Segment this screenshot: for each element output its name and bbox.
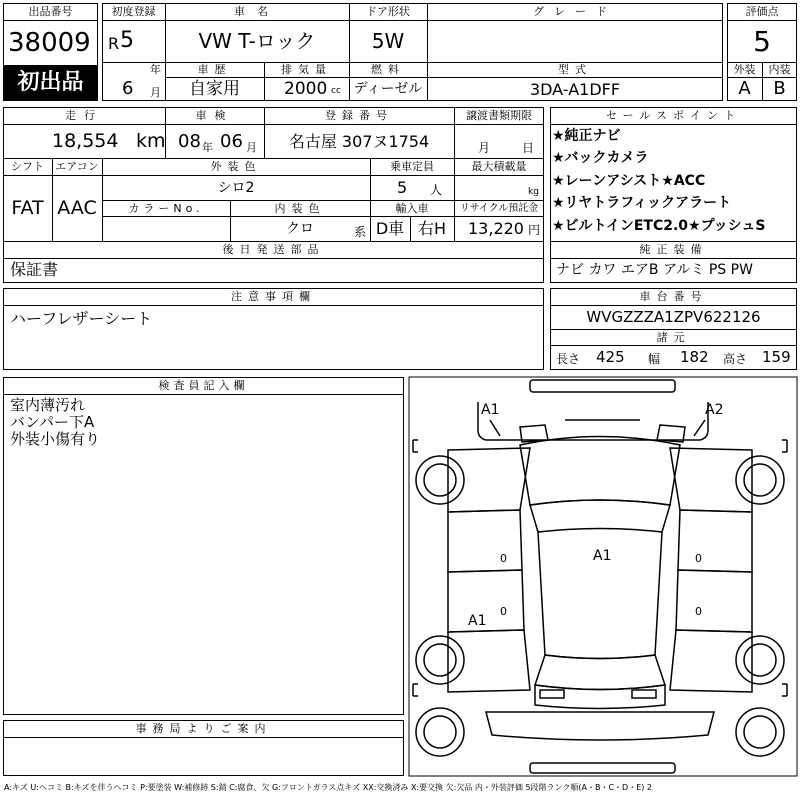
transfer-month-unit: 月 <box>478 141 491 155</box>
displacement-label: 排気量 <box>281 63 332 76</box>
plate-label: 登録番号 <box>325 109 393 122</box>
caution-label: 注意事項欄 <box>231 290 316 303</box>
damage-mark-left-side: A1 <box>468 613 487 629</box>
fuel-value: ディーゼル <box>353 81 423 97</box>
capacity-value: 5 <box>397 178 408 197</box>
max-load-label: 最大積載量 <box>471 160 527 173</box>
model-label: 型式 <box>558 63 592 76</box>
registration-year: 5 <box>120 28 134 53</box>
caution-value: ハーフレザーシート <box>10 309 153 328</box>
interior-color-suffix: 系 <box>354 225 367 239</box>
sales-point-item: ★純正ナビ <box>552 128 621 144</box>
mileage-value: 18,554 <box>52 130 119 152</box>
interior-color-label: 内装色 <box>274 202 326 215</box>
equipment-label: 純正装備 <box>639 243 708 256</box>
fuel-label: 燃料 <box>371 63 405 76</box>
office-label: 事務局よりご案内 <box>135 722 272 735</box>
exterior-grade: A <box>738 78 751 99</box>
inspection-month: 06 <box>220 131 243 152</box>
recycle-label: リサイクル預託金 <box>459 203 539 214</box>
sales-points-label: セールスポイント <box>605 109 741 122</box>
grade-label: グレード <box>533 5 617 18</box>
later-parts-label: 後日発送部品 <box>222 243 325 256</box>
height-value: 159 <box>762 348 791 366</box>
sales-point-item: ★バックカメラ <box>552 150 649 166</box>
shift-label: シフト <box>11 160 44 173</box>
aircon-value: AAC <box>57 197 97 219</box>
import-label: 輸入車 <box>395 202 429 215</box>
inspector-note: 外装小傷有り <box>10 430 101 448</box>
capacity-unit: 人 <box>430 183 443 197</box>
mileage-label: 走行 <box>65 109 103 122</box>
exterior-label: 外装 <box>733 63 756 76</box>
exterior-color-label: 外装色 <box>210 160 262 173</box>
inspection-year: 08 <box>178 131 201 152</box>
shift-value: FAT <box>11 197 44 219</box>
car-name-label: 車名 <box>234 5 280 18</box>
inspection-month-unit: 月 <box>246 141 257 154</box>
transfer-day-unit: 日 <box>522 141 535 155</box>
model-value: 3DA-A1DFF <box>529 80 621 99</box>
history-label: 車歴 <box>197 63 232 76</box>
damage-mark-zero: 0 <box>500 552 507 565</box>
length-label: 長さ <box>556 352 581 366</box>
height-label: 高さ <box>723 352 748 366</box>
score-value: 5 <box>753 25 771 58</box>
length-value: 425 <box>596 348 625 366</box>
dimensions-label: 諸元 <box>656 331 691 344</box>
door-label: ドア形状 <box>366 5 410 18</box>
interior-color-value: クロ <box>286 221 314 237</box>
history-value: 自家用 <box>189 79 240 99</box>
width-label: 幅 <box>648 352 661 366</box>
exterior-color-value: シロ2 <box>217 180 255 196</box>
sales-point-item: ★レーンアシスト★ACC <box>552 173 706 189</box>
inspector-label: 検査員記入欄 <box>158 379 249 392</box>
later-parts-value: 保証書 <box>10 260 59 279</box>
width-value: 182 <box>680 348 709 366</box>
displacement-unit: cc <box>331 86 341 96</box>
damage-mark-zero: 0 <box>695 605 702 618</box>
capacity-label: 乗車定員 <box>390 160 434 173</box>
aircon-label: エアコン <box>55 160 99 173</box>
damage-mark-front-right: A2 <box>705 402 724 418</box>
sales-point-item: ★リヤトラフィックアラート <box>552 195 732 211</box>
import-dealer: D車 <box>375 219 405 238</box>
score-label: 評価点 <box>745 5 779 18</box>
damage-mark-zero: 0 <box>695 552 702 565</box>
plate-value: 名古屋 307ヌ1754 <box>288 132 430 151</box>
max-load-unit: kg <box>528 187 539 197</box>
recycle-value: 13,220 <box>468 219 524 238</box>
door-value: 5W <box>371 29 405 53</box>
equipment-value: ナビ カワ エアB アルミ PS PW <box>556 262 753 278</box>
registration-month: 6 <box>122 78 134 99</box>
mileage-unit: km <box>136 130 166 152</box>
car-name-value: VW T-ロック <box>198 29 316 53</box>
registration-month-unit: 月 <box>150 86 161 99</box>
first-listing-label: 初出品 <box>17 70 84 95</box>
interior-grade: B <box>773 78 786 99</box>
import-steering: 右H <box>417 219 447 238</box>
recycle-unit: 円 <box>528 223 541 237</box>
displacement-value: 2000 <box>284 79 328 99</box>
damage-mark-front-left: A1 <box>481 402 500 418</box>
registration-era: R <box>108 34 120 53</box>
inspector-note: 室内薄汚れ <box>10 396 86 414</box>
interior-label: 内装 <box>768 63 791 76</box>
damage-mark-zero: 0 <box>500 605 507 618</box>
inspection-label: 車検 <box>195 109 234 122</box>
inspection-year-unit: 年 <box>202 141 213 154</box>
inspector-note: バンパー下A <box>10 413 95 431</box>
color-no-label: カラーNo. <box>128 202 204 215</box>
chassis-label: 車台番号 <box>639 290 708 303</box>
damage-mark-hood: A1 <box>593 548 612 564</box>
transfer-label: 譲渡書類期限 <box>466 109 532 122</box>
chassis-value: WVGZZZA1ZPV622126 <box>586 308 761 326</box>
sales-point-item: ★ビルトインETC2.0★プッシュS <box>552 218 766 234</box>
legend-text: A:キズ U:ヘコミ B:キズを伴うヘコミ P:要塗装 W:補修跡 S:錆 C:腐食、欠 G:フロントガラス点キズ XX:交換済み X:要交換 欠:欠品 内・外装評価 5段階ランク順(A・B・C・D・E) 2 <box>4 783 653 792</box>
registration-year-unit: 年 <box>150 63 161 76</box>
listing-number-label: 出品番号 <box>28 5 73 18</box>
registration-label: 初度登録 <box>111 5 156 18</box>
listing-number: 38009 <box>8 28 91 58</box>
